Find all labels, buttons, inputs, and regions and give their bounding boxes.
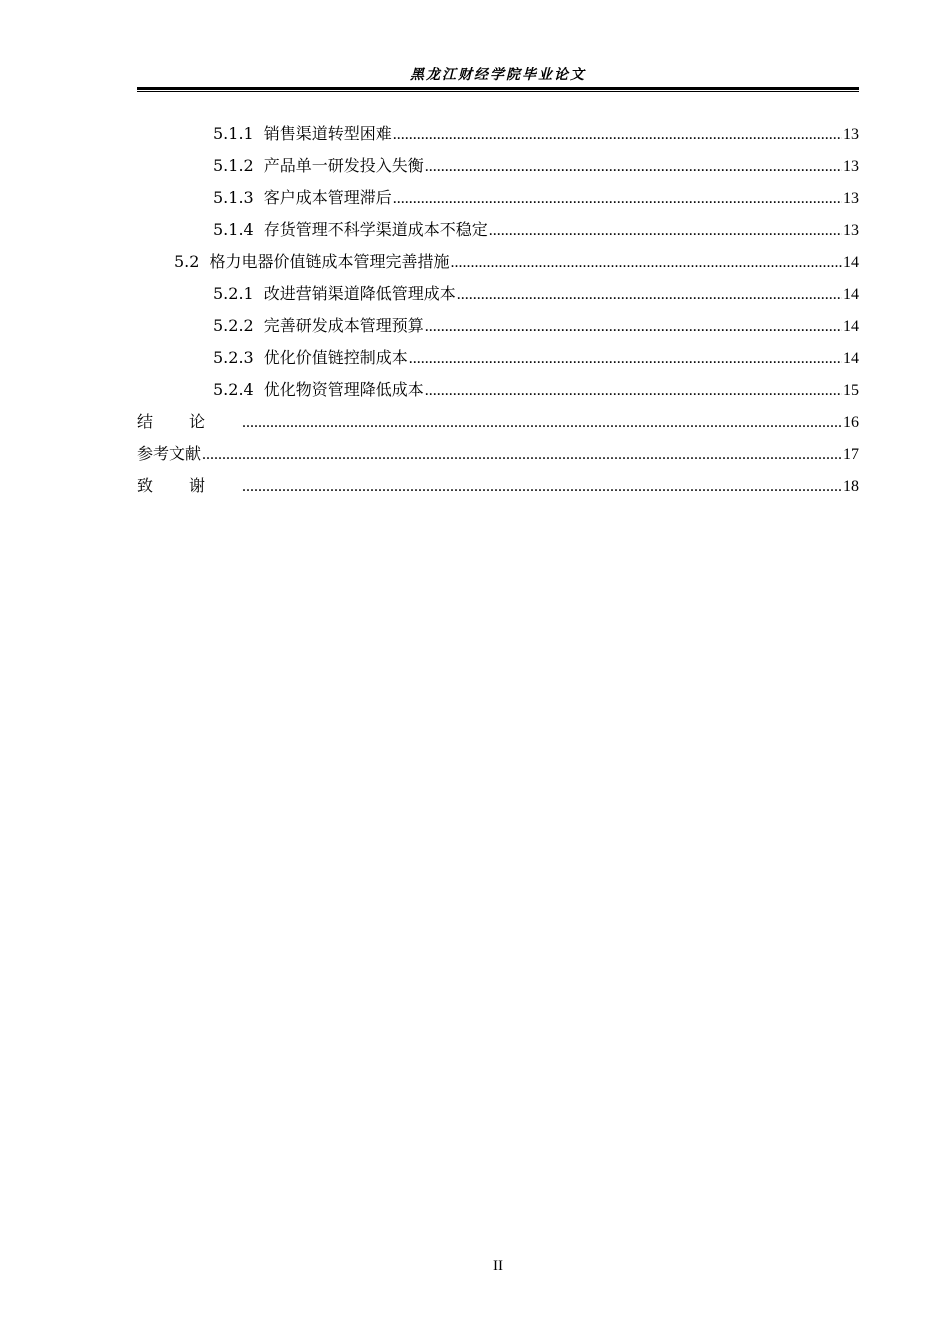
toc-entry-number: 5.1.1 xyxy=(213,124,254,143)
toc-entry-number: 5.2.1 xyxy=(213,284,254,303)
toc-entry-page: 13 xyxy=(843,222,859,239)
toc-entry-5-2-3[interactable] xyxy=(137,346,859,378)
toc-dot-leader xyxy=(393,187,842,211)
toc-entry-5-1-4[interactable] xyxy=(137,218,859,250)
toc-entry-5-2-1[interactable] xyxy=(137,282,859,314)
toc-entry-number: 5.1.4 xyxy=(213,220,254,239)
page-number: II xyxy=(493,1258,503,1274)
header-rule-thick xyxy=(137,87,859,90)
toc-entry-conclusion[interactable] xyxy=(137,410,859,442)
toc-dot-leader xyxy=(425,155,842,179)
toc-entry-page: 13 xyxy=(843,190,859,207)
toc-dot-leader xyxy=(242,475,842,499)
toc-entry-title: 结论 xyxy=(137,412,242,431)
toc-entry-title: 存货管理不科学渠道成本不稳定 xyxy=(263,220,488,239)
toc-dot-leader xyxy=(425,379,842,403)
toc-entry-5-2-2[interactable] xyxy=(137,314,859,346)
toc-dot-leader xyxy=(202,443,842,467)
table-of-contents xyxy=(137,122,859,506)
toc-entry-acknowledgements[interactable] xyxy=(137,474,859,506)
toc-entry-title: 客户成本管理滞后 xyxy=(263,188,392,207)
toc-entry-5-1-1[interactable] xyxy=(137,122,859,154)
toc-entry-5-1-2[interactable] xyxy=(137,154,859,186)
toc-entry-page: 14 xyxy=(843,350,859,367)
toc-dot-leader xyxy=(450,251,842,275)
toc-entry-page: 14 xyxy=(843,318,859,335)
toc-dot-leader xyxy=(242,411,842,435)
toc-entry-title: 优化物资管理降低成本 xyxy=(263,380,424,399)
toc-entry-title: 格力电器价值链成本管理完善措施 xyxy=(209,252,450,271)
toc-entry-title: 致谢 xyxy=(137,476,242,495)
toc-dot-leader xyxy=(393,123,842,147)
toc-dot-leader xyxy=(489,219,842,243)
toc-entry-5-2[interactable] xyxy=(137,250,859,282)
toc-dot-leader xyxy=(409,347,842,371)
toc-entry-number: 5.1.2 xyxy=(213,156,254,175)
toc-entry-title: 优化价值链控制成本 xyxy=(263,348,408,367)
toc-dot-leader xyxy=(457,283,842,307)
toc-entry-title: 产品单一研发投入失衡 xyxy=(263,156,424,175)
toc-entry-page: 14 xyxy=(843,286,859,303)
toc-entry-title: 完善研发成本管理预算 xyxy=(263,316,424,335)
toc-entry-references[interactable] xyxy=(137,442,859,474)
toc-dot-leader xyxy=(425,315,842,339)
toc-entry-page: 15 xyxy=(843,382,859,399)
toc-entry-number: 5.1.3 xyxy=(213,188,254,207)
toc-entry-page: 13 xyxy=(843,158,859,175)
toc-entry-page: 14 xyxy=(843,254,859,271)
toc-entry-number: 5.2.3 xyxy=(213,348,254,367)
toc-entry-page: 13 xyxy=(843,126,859,143)
header-rule-thin xyxy=(137,91,859,92)
toc-entry-number: 5.2.4 xyxy=(213,380,254,399)
toc-entry-title: 参考文献 xyxy=(137,444,202,463)
toc-entry-page: 17 xyxy=(843,446,859,463)
toc-entry-title: 改进营销渠道降低管理成本 xyxy=(263,284,456,303)
toc-entry-page: 18 xyxy=(843,478,859,495)
toc-entry-number: 5.2 xyxy=(174,252,200,271)
toc-entry-5-1-3[interactable] xyxy=(137,186,859,218)
toc-entry-title: 销售渠道转型困难 xyxy=(263,124,392,143)
toc-entry-page: 16 xyxy=(843,414,859,431)
toc-entry-5-2-4[interactable] xyxy=(137,378,859,410)
running-header-title: 黑龙江财经学院毕业论文 xyxy=(410,67,586,83)
toc-entry-number: 5.2.2 xyxy=(213,316,254,335)
